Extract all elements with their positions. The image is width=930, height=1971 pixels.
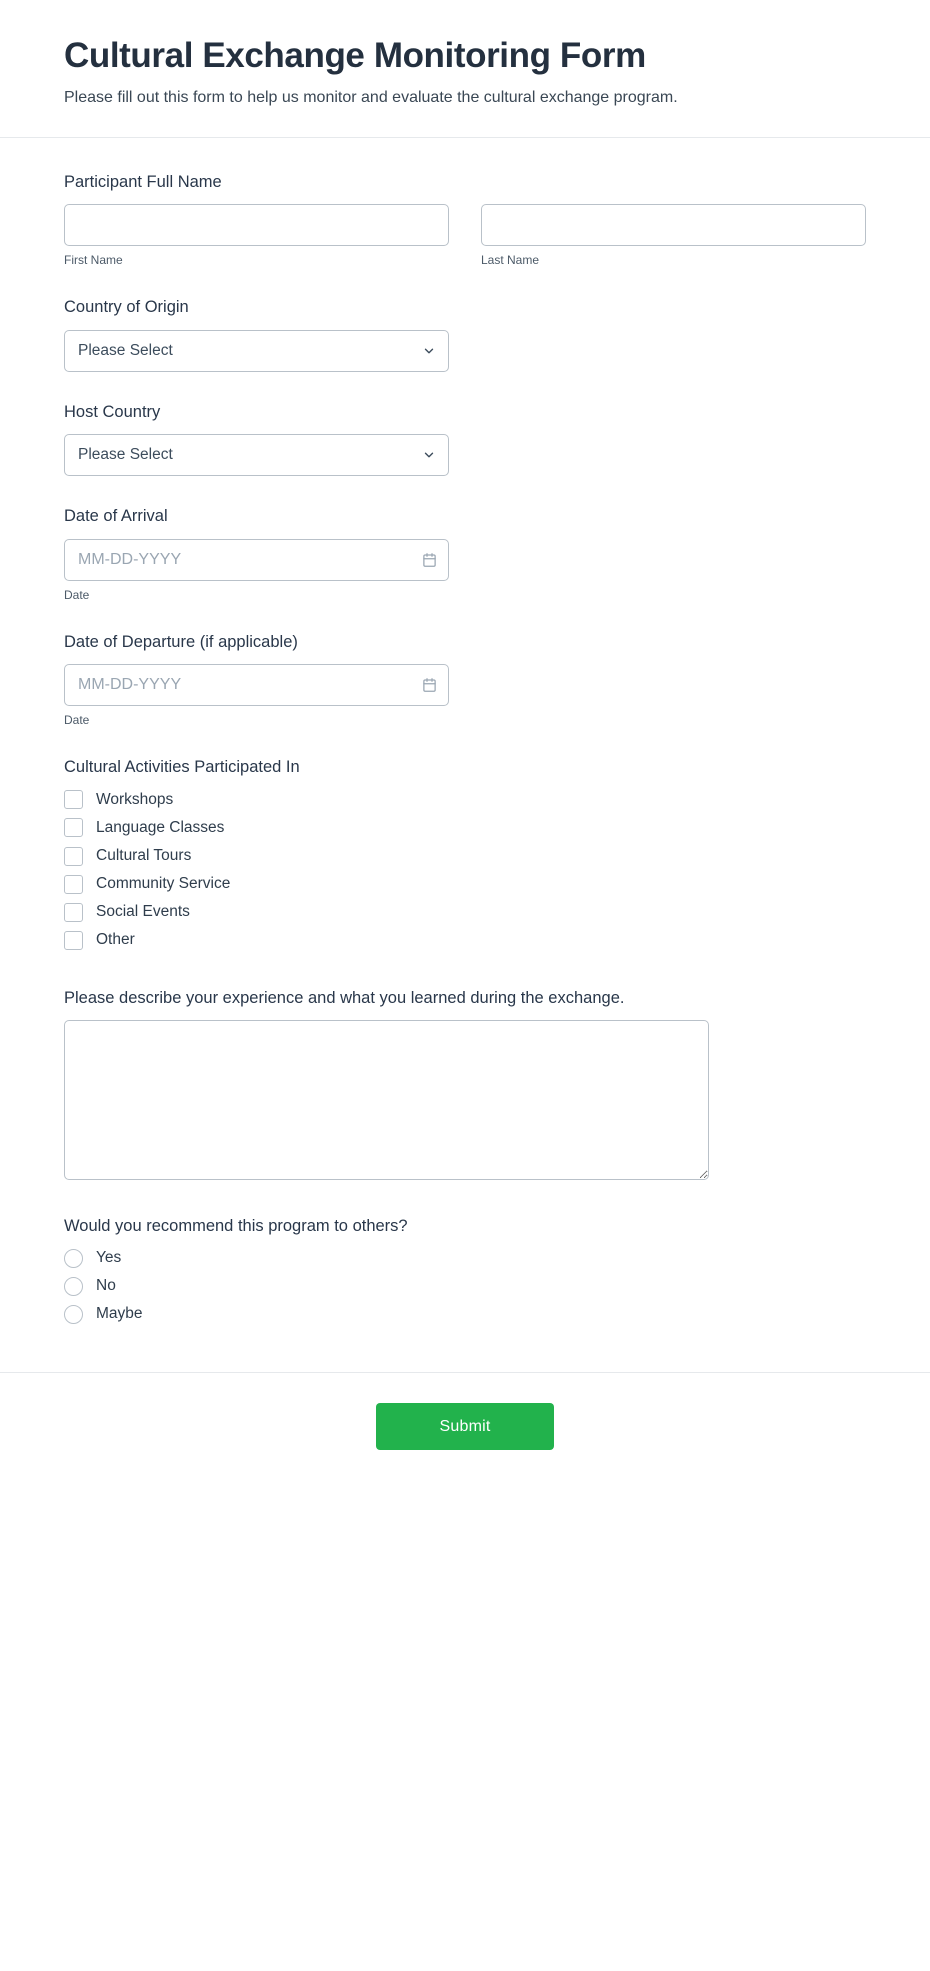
first-name-sublabel: First Name [64, 253, 123, 268]
field-date-of-departure [64, 632, 866, 727]
radio-icon[interactable] [64, 1249, 83, 1268]
checkbox-icon[interactable] [64, 903, 83, 922]
field-date-of-arrival [64, 506, 866, 601]
field-experience [64, 989, 866, 1180]
checkbox-label: Language Classes [96, 818, 225, 836]
name-row [64, 204, 866, 267]
checkbox-row[interactable] [64, 902, 866, 922]
checkbox-icon[interactable] [64, 818, 83, 837]
field-participant-full-name [64, 172, 866, 267]
checkbox-label: Other [96, 931, 135, 949]
field-country-of-origin [64, 297, 866, 371]
checkbox-row[interactable] [64, 790, 866, 810]
first-name-col [64, 204, 449, 267]
radio-label: No [96, 1277, 116, 1295]
checkbox-row[interactable] [64, 930, 866, 950]
recommend-options [64, 1248, 866, 1324]
label-cultural-activities: Cultural Activities Participated In [64, 758, 300, 777]
label-participant-full-name: Participant Full Name [64, 173, 222, 192]
cultural-activities-options [64, 790, 866, 951]
country-of-origin-select[interactable] [64, 330, 449, 372]
last-name-col [481, 204, 866, 267]
last-name-input[interactable] [481, 204, 866, 246]
country-of-origin-select-wrap [64, 330, 449, 372]
host-country-select-wrap [64, 434, 449, 476]
page-title: Cultural Exchange Monitoring Form [64, 36, 646, 75]
field-cultural-activities [64, 757, 866, 950]
label-date-of-arrival: Date of Arrival [64, 507, 168, 526]
date-of-departure-wrap [64, 664, 449, 706]
form-description: Please fill out this form to help us monitor and evaluate the cultural exchange program. [64, 89, 678, 107]
checkbox-label: Workshops [96, 790, 174, 808]
checkbox-icon[interactable] [64, 875, 83, 894]
form-body [0, 138, 930, 1372]
checkbox-label: Community Service [96, 875, 231, 893]
date-of-arrival-input[interactable] [64, 539, 449, 581]
label-recommend: Would you recommend this program to others? [64, 1216, 408, 1235]
label-date-of-departure: Date of Departure (if applicable) [64, 632, 298, 651]
radio-row[interactable] [64, 1276, 866, 1296]
checkbox-row[interactable] [64, 874, 866, 894]
field-host-country [64, 402, 866, 476]
form-header [0, 0, 930, 138]
host-country-select[interactable] [64, 434, 449, 476]
date-of-departure-sublabel: Date [64, 713, 90, 728]
radio-label: Yes [96, 1248, 122, 1266]
checkbox-label: Social Events [96, 903, 190, 921]
radio-icon[interactable] [64, 1277, 83, 1296]
label-host-country: Host Country [64, 402, 161, 421]
date-of-departure-input[interactable] [64, 664, 449, 706]
label-experience: Please describe your experience and what you learned during the exchange. [64, 988, 625, 1007]
date-of-arrival-sublabel: Date [64, 587, 90, 602]
date-of-arrival-wrap [64, 539, 449, 581]
country-of-origin-selected-value: Please Select [78, 341, 173, 359]
experience-textarea[interactable] [64, 1020, 709, 1180]
first-name-input[interactable] [64, 204, 449, 246]
radio-icon[interactable] [64, 1305, 83, 1324]
radio-row[interactable] [64, 1304, 866, 1324]
label-country-of-origin: Country of Origin [64, 298, 189, 317]
checkbox-row[interactable] [64, 818, 866, 838]
field-recommend [64, 1216, 866, 1325]
radio-row[interactable] [64, 1248, 866, 1268]
last-name-sublabel: Last Name [481, 253, 540, 268]
checkbox-icon[interactable] [64, 847, 83, 866]
checkbox-row[interactable] [64, 846, 866, 866]
form-footer [0, 1372, 930, 1490]
host-country-selected-value: Please Select [78, 446, 173, 464]
checkbox-icon[interactable] [64, 790, 83, 809]
checkbox-icon[interactable] [64, 931, 83, 950]
submit-button[interactable]: Submit [376, 1403, 554, 1450]
checkbox-label: Cultural Tours [96, 846, 192, 864]
radio-label: Maybe [96, 1305, 143, 1323]
